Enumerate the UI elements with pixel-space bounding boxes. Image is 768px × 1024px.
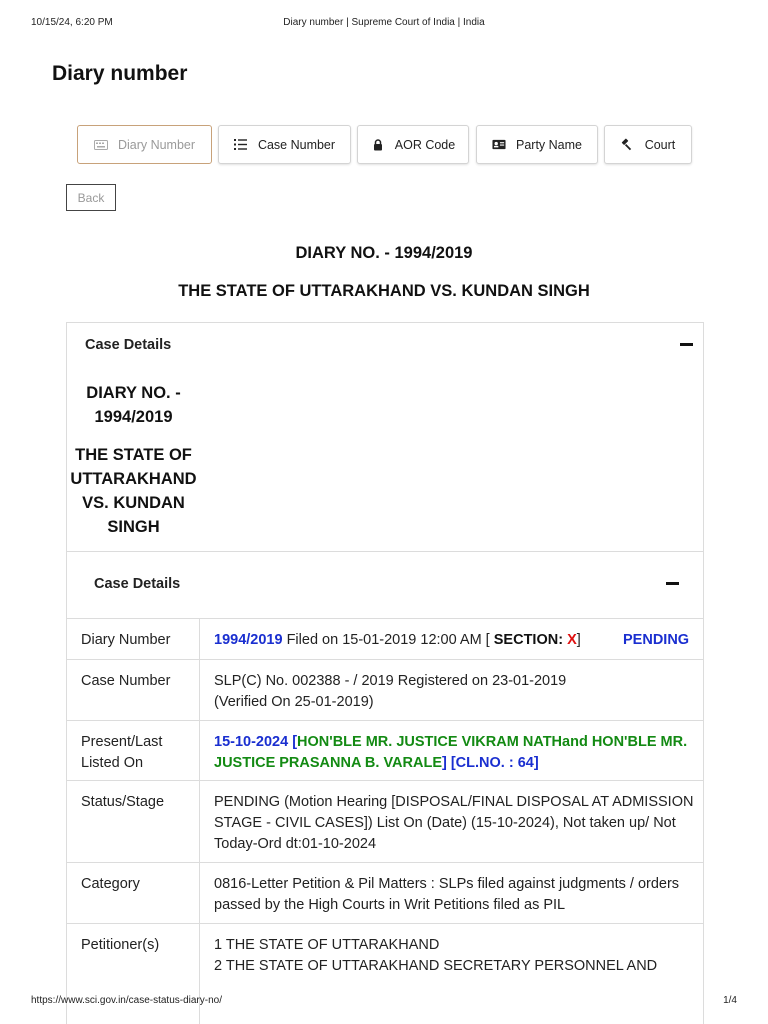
print-footer	[0, 995, 768, 1009]
print-url: https://www.sci.gov.in/case-status-diary-no/	[31, 995, 222, 1006]
petitioner-item: 1 THE STATE OF UTTARAKHAND	[214, 937, 440, 953]
divider	[199, 619, 200, 659]
detail-label: Status/Stage	[81, 794, 165, 810]
detail-label: Diary Number	[81, 632, 171, 648]
case-number-line: SLP(C) No. 002388 - / 2019 Registered on 23-01-2019	[214, 673, 567, 689]
detail-row-case-number	[67, 659, 703, 720]
divider	[199, 721, 200, 780]
case-parties-heading: THE STATE OF UTTARAKHAND VS. KUNDAN SINGH	[178, 282, 590, 300]
id-card-icon	[492, 138, 506, 152]
tab-diary-number[interactable]	[77, 125, 212, 164]
detail-row-listed-on	[67, 720, 703, 780]
tab-label: Case Number	[257, 137, 336, 152]
divider	[199, 660, 200, 720]
detail-label: Present/Last Listed On	[81, 734, 163, 771]
status-stage-value: PENDING (Motion Hearing [DISPOSAL/FINAL DISPOSAL AT ADMISSION STAGE - CIVIL CASES]) List On (Date) (15-10-2024), Not taken up/ Not Today-Ord dt:01-10-2024	[214, 794, 694, 852]
section-label: SECTION:	[493, 632, 568, 648]
detail-label: Case Number	[81, 673, 171, 689]
panel-title: Case Details	[85, 337, 172, 353]
gavel-icon	[621, 138, 635, 152]
detail-row-status-stage	[67, 780, 703, 862]
cause-list-number: ] [CL.NO. : 64]	[442, 755, 539, 771]
tab-label: Diary Number	[117, 137, 196, 152]
collapse-icon[interactable]	[680, 343, 693, 346]
section-close: ]	[576, 632, 581, 648]
tab-label: AOR Code	[394, 137, 456, 152]
tab-aor-code[interactable]	[357, 125, 469, 164]
detail-row-diary-number	[67, 618, 703, 659]
divider	[199, 781, 200, 862]
lock-icon	[371, 138, 385, 152]
category-value: 0816-Letter Petition & Pil Matters : SLPs filed against judgments / orders passed by the High Courts in Writ Petitions filed as PIL	[214, 876, 680, 913]
panel-case-parties: THE STATE OF UTTARAKHAND VS. KUNDAN SINGH	[70, 446, 197, 536]
diary-number-value: 1994/2019	[214, 632, 283, 648]
back-button[interactable]: Back	[66, 184, 116, 211]
print-page-number: 1/4	[723, 995, 737, 1006]
divider	[199, 863, 200, 923]
status-badge: PENDING	[623, 632, 690, 648]
case-details-panel-header[interactable]	[67, 323, 703, 367]
detail-row-category	[67, 862, 703, 923]
print-header	[0, 17, 768, 31]
list-icon	[234, 138, 248, 152]
bench-names: HON'BLE MR. JUSTICE VIKRAM NATHand HON'BLE MR. JUSTICE PRASANNA B. VARALE	[214, 734, 688, 771]
page-title: Diary number	[52, 62, 188, 85]
divider	[199, 924, 200, 1024]
listed-date: 15-10-2024 [	[214, 734, 298, 750]
detail-value	[214, 671, 694, 713]
tab-case-number[interactable]	[218, 125, 351, 164]
subpanel-title: Case Details	[94, 576, 181, 592]
print-datetime: 10/15/24, 6:20 PM	[31, 17, 113, 28]
panel-diary-number: DIARY NO. - 1994/2019	[86, 384, 181, 426]
petitioner-item: 2 THE STATE OF UTTARAKHAND SECRETARY PERSONNEL AND	[214, 958, 658, 974]
tab-court[interactable]	[604, 125, 692, 164]
tab-label: Court	[644, 137, 676, 152]
panel-case-summary	[67, 381, 200, 539]
detail-value	[214, 732, 694, 774]
keyboard-icon	[94, 138, 108, 152]
case-details-subpanel-header[interactable]	[67, 552, 703, 618]
detail-value	[214, 630, 694, 651]
filed-on-text: Filed on 15-01-2019 12:00 AM [	[282, 632, 494, 648]
tab-label: Party Name	[516, 137, 582, 152]
detail-label: Category	[81, 876, 140, 892]
detail-value	[214, 935, 694, 977]
detail-label: Petitioner(s)	[81, 937, 160, 953]
case-details-panel	[66, 322, 704, 1024]
section-value: X	[567, 632, 577, 648]
diary-number-heading: DIARY NO. - 1994/2019	[295, 244, 473, 262]
collapse-icon[interactable]	[666, 582, 679, 585]
verified-on-line: (Verified On 25-01-2019)	[214, 694, 374, 710]
print-doc-title: Diary number | Supreme Court of India | India	[283, 17, 485, 28]
tab-party-name[interactable]	[476, 125, 598, 164]
